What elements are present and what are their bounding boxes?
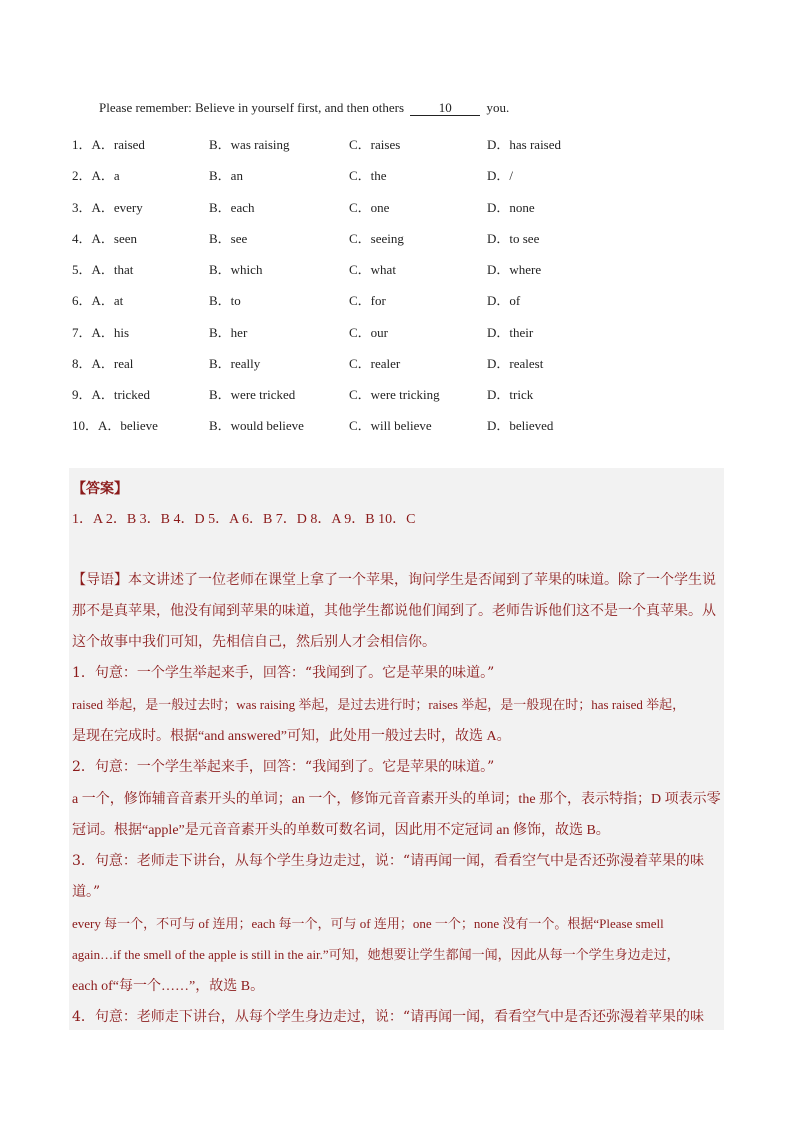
- option-b: B．each: [209, 200, 255, 215]
- explanation-line: 4．句意：老师走下讲台，从每个学生身边走过，说：“请再闻一闻，看看空气中是否还弥漫着苹果的味: [72, 1009, 705, 1025]
- explanation-line: each of“每一个……”，故选 B。: [72, 979, 265, 994]
- question-3: [72, 197, 692, 217]
- question-5: [72, 259, 692, 279]
- option-b: B．really: [209, 356, 261, 371]
- question-8: [72, 353, 692, 373]
- option-b: B．to: [209, 293, 241, 308]
- explanation-line: a 一个，修饰辅音音素开头的单词；an 一个，修饰元音音素开头的单词；the 那个，表示特指；D 项表示零: [72, 792, 721, 807]
- option-b: B．her: [209, 325, 248, 340]
- option-d: D．none: [487, 200, 535, 215]
- option-c: C．seeing: [349, 231, 404, 246]
- explanation-line: 1．句意：一个学生举起来手，回答：“我闻到了。它是苹果的味道。”: [72, 665, 495, 681]
- explanation-line: 是现在完成时。根据“and answered”可知，此处用一般过去时，故选 A。: [72, 729, 511, 744]
- option-d: D．to see: [487, 231, 540, 246]
- option-c: C．were tricking: [349, 387, 440, 402]
- option-a: 3．A．every: [72, 200, 143, 215]
- question-1: [72, 134, 692, 154]
- option-c: C．will believe: [349, 418, 432, 433]
- option-d: D．has raised: [487, 137, 562, 152]
- blank-10: 10: [410, 100, 480, 116]
- answer-header: 【答案】: [72, 481, 128, 497]
- explanation-line: 这个故事中我们可知，先相信自己，然后别人才会相信你。: [72, 634, 436, 650]
- explanation-line: 那不是真苹果，他没有闻到苹果的味道，其他学生都说他们闻到了。老师告诉他们这不是一个真苹果。从: [72, 603, 716, 619]
- passage-closing-sentence: [99, 100, 509, 116]
- option-a: 1．A．raised: [72, 137, 145, 152]
- explanation-line: 【导语】本文讲述了一位老师在课堂上拿了一个苹果，询问学生是否闻到了苹果的味道。除了一个学生说: [72, 572, 716, 588]
- answer-explanation-box: [69, 468, 724, 1030]
- explanation-line: again…if the smell of the apple is still in the air.”可知，她想要让学生都闻一闻，因此从每一个学生身边走过，: [72, 947, 680, 962]
- option-d: D．of: [487, 293, 521, 308]
- option-a: 4．A．seen: [72, 231, 137, 246]
- question-4: [72, 228, 692, 248]
- option-b: B．were tricked: [209, 387, 296, 402]
- option-b: B．would believe: [209, 418, 304, 433]
- question-7: [72, 322, 692, 342]
- closing-sentence-end: you.: [483, 100, 510, 115]
- option-b: B．see: [209, 231, 248, 246]
- answer-key: 1．A 2．B 3．B 4．D 5．A 6．B 7．D 8．A 9．B 10．C: [72, 512, 416, 527]
- option-a: 2．A．a: [72, 168, 120, 183]
- option-d: D．believed: [487, 418, 554, 433]
- option-d: D．/: [487, 168, 514, 183]
- option-d: D．their: [487, 325, 534, 340]
- explanation-line: 2．句意：一个学生举起来手，回答：“我闻到了。它是苹果的味道。”: [72, 759, 495, 775]
- option-d: D．trick: [487, 387, 534, 402]
- option-b: B．which: [209, 262, 263, 277]
- option-a: 6．A．at: [72, 293, 124, 308]
- option-a: 10．A．believe: [72, 418, 158, 433]
- option-c: C．our: [349, 325, 389, 340]
- option-c: C．what: [349, 262, 396, 277]
- question-2: [72, 165, 692, 185]
- option-a: 5．A．that: [72, 262, 134, 277]
- option-c: C．for: [349, 293, 386, 308]
- option-c: C．one: [349, 200, 390, 215]
- explanation-line: raised 举起，是一般过去时；was raising 举起，是过去进行时；raises 举起，是一般现在时；has raised 举起，: [72, 697, 686, 712]
- option-a: 9．A．tricked: [72, 387, 150, 402]
- explanation-line: 冠词。根据“apple”是元音音素开头的单数可数名词，因此用不定冠词 an 修饰，故选 B。: [72, 823, 610, 838]
- option-c: C．the: [349, 168, 387, 183]
- option-b: B．was raising: [209, 137, 290, 152]
- option-b: B．an: [209, 168, 243, 183]
- option-c: C．realer: [349, 356, 401, 371]
- option-d: D．where: [487, 262, 542, 277]
- option-a: 7．A．his: [72, 325, 130, 340]
- option-c: C．raises: [349, 137, 401, 152]
- question-10: [72, 415, 692, 435]
- option-a: 8．A．real: [72, 356, 134, 371]
- explanation-line: 3．句意：老师走下讲台，从每个学生身边走过，说：“请再闻一闻，看看空气中是否还弥漫着苹果的味: [72, 853, 705, 869]
- closing-sentence-start: Please remember: Believe in yourself first, and then others: [99, 100, 408, 115]
- option-d: D．realest: [487, 356, 544, 371]
- question-9: [72, 384, 692, 404]
- question-6: [72, 290, 692, 310]
- explanation-line: every 每一个，不可与 of 连用；each 每一个，可与 of 连用；one 一个；none 没有一个。根据“Please smell: [72, 916, 664, 931]
- explanation-line: 道。”: [72, 884, 101, 900]
